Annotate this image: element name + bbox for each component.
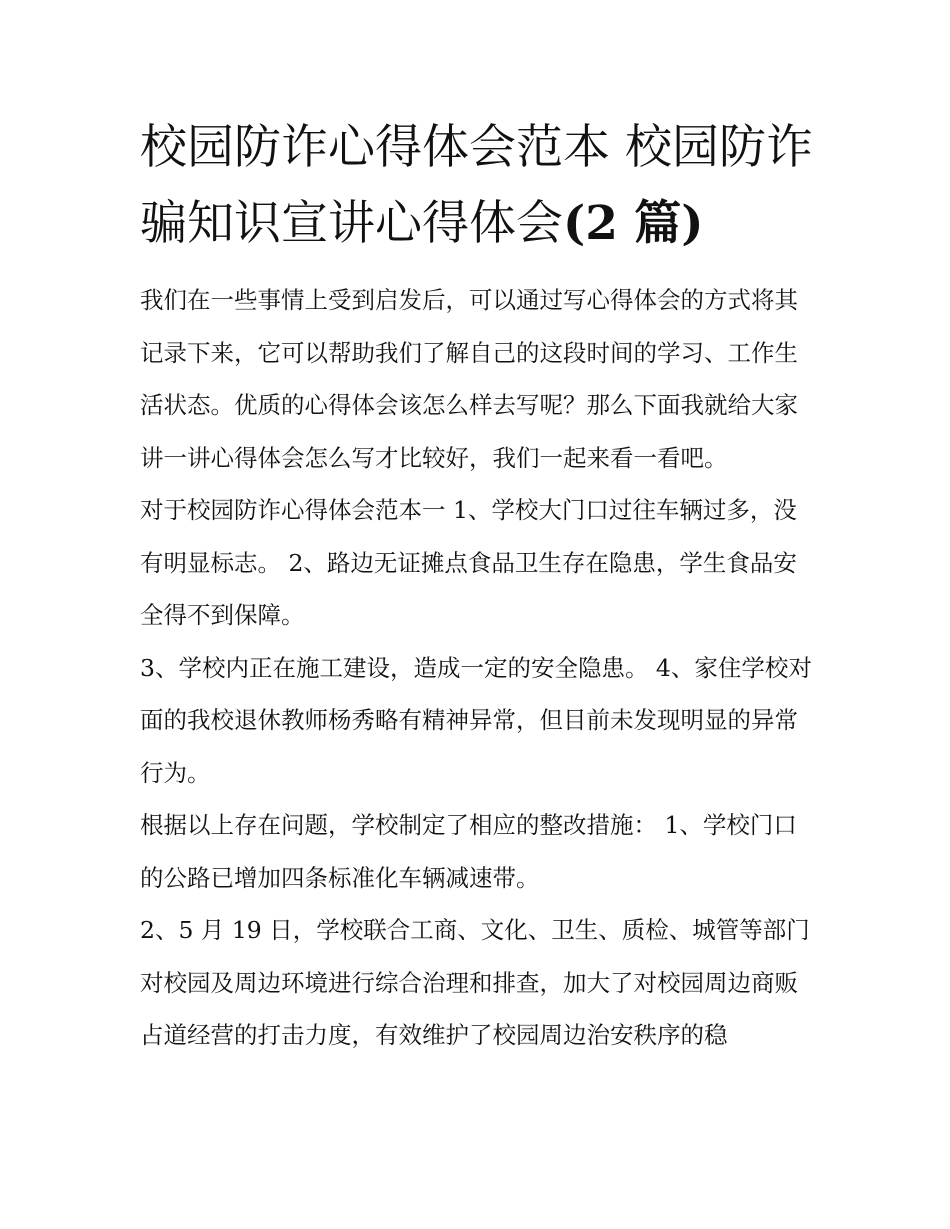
title-count: (2 篇) [563,196,704,251]
paragraph-measures-1: 根据以上存在问题，学校制定了相应的整改措施： 1、学校门口的公路已增加四条标准化车辆减速带。 [140,811,797,892]
paragraph-intro: 我们在一些事情上受到启发后，可以通过写心得体会的方式将其记录下来，它可以帮助我们了解自己的这段时间的学习、工作生活状态。优质的心得体会该怎么样去写呢？那么下面我就给大家讲一讲心得体会怎么写才比较好，我们一起来看一看吧。 [140,286,798,472]
document-title [140,110,830,262]
document-body [140,274,820,1062]
title-text: 校园防诈心得体会范本 校园防诈骗知识宣讲心得体会 [140,120,813,251]
paragraph-measures-2: 2、5 月 19 日，学校联合工商、文化、卫生、质检、城管等部门对校园及周边环境进行综合治理和排查，加大了对校园周边商贩占道经营的打击力度，有效维护了校园周边治安秩序的稳 [140,916,810,1049]
paragraph-issues-1: 对于校园防诈心得体会范本一 1、学校大门口过往车辆过多，没有明显标志。 2、路边无证摊点食品卫生存在隐患，学生食品安全得不到保障。 [140,496,797,629]
paragraph-issues-2: 3、学校内正在施工建设，造成一定的安全隐患。 4、家住学校对面的我校退休教师杨秀略有精神异常，但目前未发现明显的异常行为。 [140,653,812,787]
